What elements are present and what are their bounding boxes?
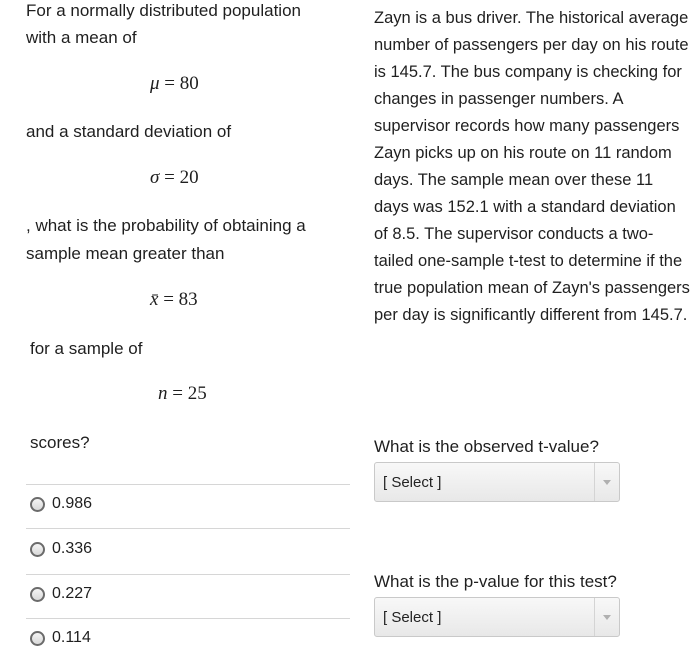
option-label: 0.114 [52, 629, 91, 646]
radio-button-icon[interactable] [30, 587, 45, 602]
right-question-panel [374, 0, 694, 651]
xbar-symbol: x̄ [150, 289, 159, 310]
mean-lead-text: with a mean of [26, 28, 137, 47]
option-label: 0.227 [52, 585, 93, 602]
sigma-formula: σ = 20 [150, 167, 199, 188]
question-line-2: sample mean greater than [26, 244, 225, 263]
divider [26, 574, 350, 575]
divider [26, 484, 350, 485]
intro-text: For a normally distributed population [26, 1, 301, 20]
radio-button-icon[interactable] [30, 542, 45, 557]
mu-symbol: μ [150, 73, 160, 94]
radio-button-icon[interactable] [30, 631, 45, 646]
n-formula: n = 25 [158, 383, 207, 404]
sd-lead-text: and a standard deviation of [26, 122, 232, 141]
problem-paragraph: Zayn is a bus driver. The historical average number of passengers per day on his route is 145.7. The bus company is checking for changes in passenger numbers. A supervisor records how many passengers Zayn picks up on his route on 11 random days. The sample mean over these 11 days was 152.1 with a standard deviation of 8.5. The supervisor conducts a two-tailed one-sample t-test to determine if the true population mean of Zayn's passengers per day is significantly different from 145.7. [374, 9, 690, 324]
divider [26, 528, 350, 529]
divider [26, 618, 350, 619]
p-value-question: What is the p-value for this test? [374, 572, 617, 591]
t-value-question: What is the observed t-value? [374, 437, 599, 456]
t-value-select[interactable] [374, 462, 620, 502]
xbar-value: 83 [178, 289, 198, 310]
sample-lead-text: for a sample of [30, 339, 143, 358]
sigma-symbol: σ [150, 167, 160, 188]
chevron-down-icon[interactable] [594, 463, 619, 501]
option-label: 0.336 [52, 540, 93, 557]
n-value: 25 [187, 383, 207, 404]
p-value-select[interactable] [374, 597, 620, 637]
answer-option[interactable] [30, 495, 92, 513]
sigma-value: 20 [179, 167, 199, 188]
radio-button-icon[interactable] [30, 497, 45, 512]
n-symbol: n [158, 383, 168, 404]
answer-option[interactable] [30, 540, 92, 558]
chevron-down-icon[interactable] [594, 598, 619, 636]
answer-option[interactable] [30, 629, 91, 647]
option-label: 0.986 [52, 495, 93, 512]
mu-value: 80 [179, 73, 199, 94]
question-line-1: , what is the probability of obtaining a [26, 216, 306, 235]
scores-text: scores? [30, 433, 90, 452]
t-value-select-label: [ Select ] [383, 474, 442, 491]
p-value-select-label: [ Select ] [383, 609, 442, 626]
xbar-formula: x̄ = 83 [150, 289, 198, 310]
mu-formula: μ = 80 [150, 73, 199, 94]
answer-option[interactable] [30, 585, 92, 603]
